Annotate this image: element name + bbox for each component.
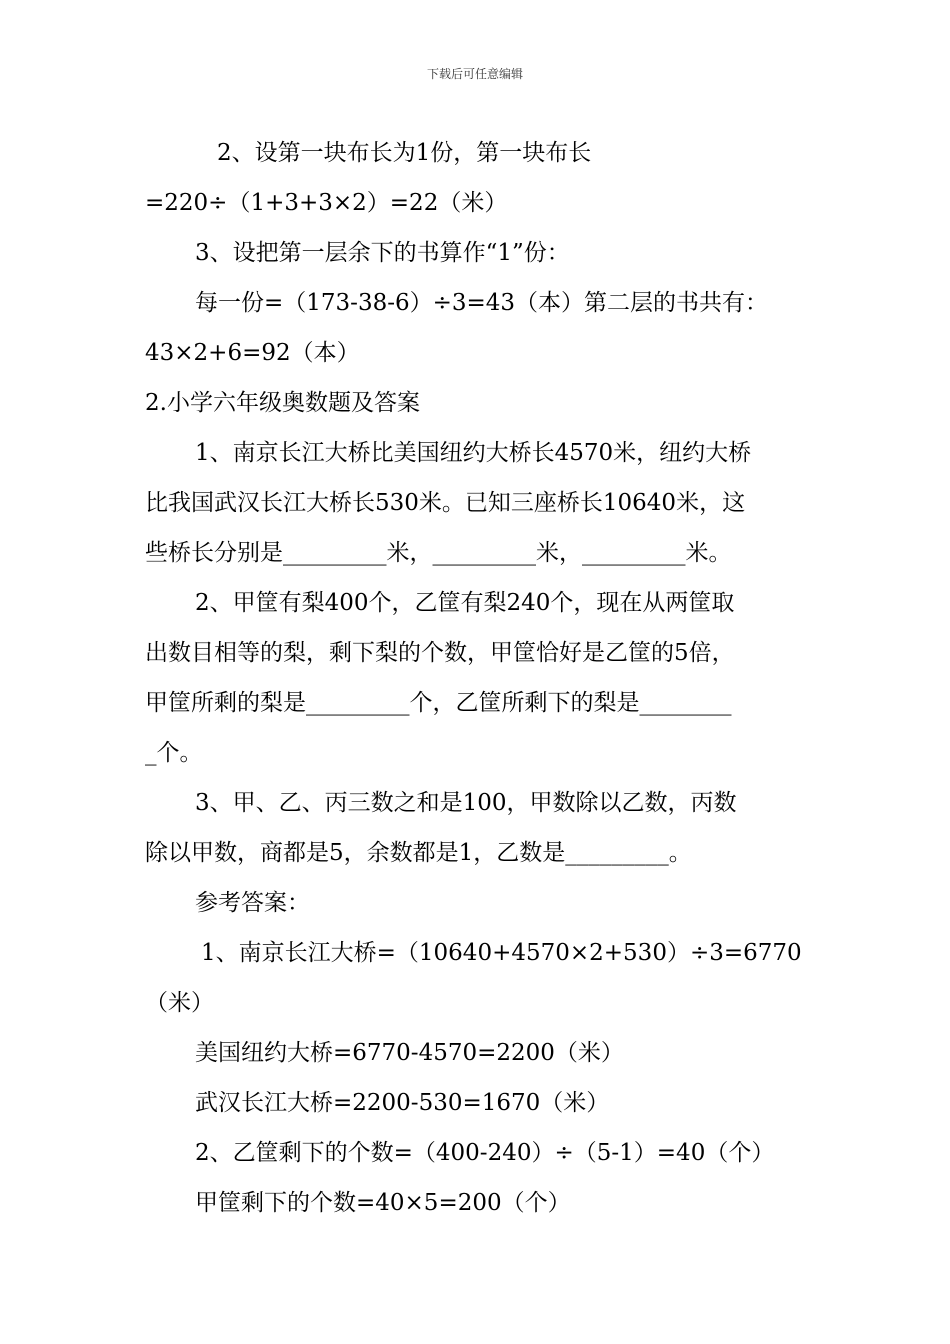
page-header: 下载后可任意编辑 <box>426 67 523 81</box>
document-body <box>145 128 807 1228</box>
paragraph-line: 甲筐所剩的梨是_________个，乙筐所剩下的梨是________ <box>145 690 732 716</box>
answer-heading: 参考答案： <box>195 890 310 916</box>
paragraph-line: 3、甲、乙、丙三数之和是100，甲数除以乙数，丙数 <box>195 790 737 816</box>
answer-line: 甲筐剩下的个数=40×5=200（个） <box>195 1190 571 1216</box>
paragraph-line: 每一份=（173-38-6）÷3=43（本）第二层的书共有： <box>195 290 769 316</box>
paragraph-line: 43×2+6=92（本） <box>145 340 360 366</box>
paragraph-line: =220÷（1+3+3×2）=22（米） <box>145 190 508 216</box>
answer-line: 美国纽约大桥=6770-4570=2200（米） <box>195 1040 624 1066</box>
answer-line: 武汉长江大桥=2200-530=1670（米） <box>195 1090 610 1116</box>
answer-line: 1、南京长江大桥=（10640+4570×2+530）÷3=6770 <box>201 940 802 966</box>
paragraph-line: 2、设第一块布长为1份，第一块布长 <box>217 140 592 166</box>
paragraph-line: 出数目相等的梨，剩下梨的个数，甲筐恰好是乙筐的5倍， <box>145 640 735 666</box>
paragraph-line: 些桥长分别是_________米，_________米，_________米。 <box>145 540 732 566</box>
paragraph-line: 比我国武汉长江大桥长530米。已知三座桥长10640米，这 <box>145 490 746 516</box>
paragraph-line: 除以甲数，商都是5，余数都是1，乙数是_________。 <box>145 840 692 866</box>
paragraph-line: 1、南京长江大桥比美国纽约大桥长4570米，纽约大桥 <box>195 440 752 466</box>
section-heading: 2.小学六年级奥数题及答案 <box>145 390 420 416</box>
answer-line: （米） <box>145 990 214 1016</box>
paragraph-line: 3、设把第一层余下的书算作“1”份： <box>195 240 570 266</box>
paragraph-line: 2、甲筐有梨400个，乙筐有梨240个，现在从两筐取 <box>195 590 735 616</box>
paragraph-line: _个。 <box>145 740 203 766</box>
answer-line: 2、乙筐剩下的个数=（400-240）÷（5-1）=40（个） <box>195 1140 775 1166</box>
